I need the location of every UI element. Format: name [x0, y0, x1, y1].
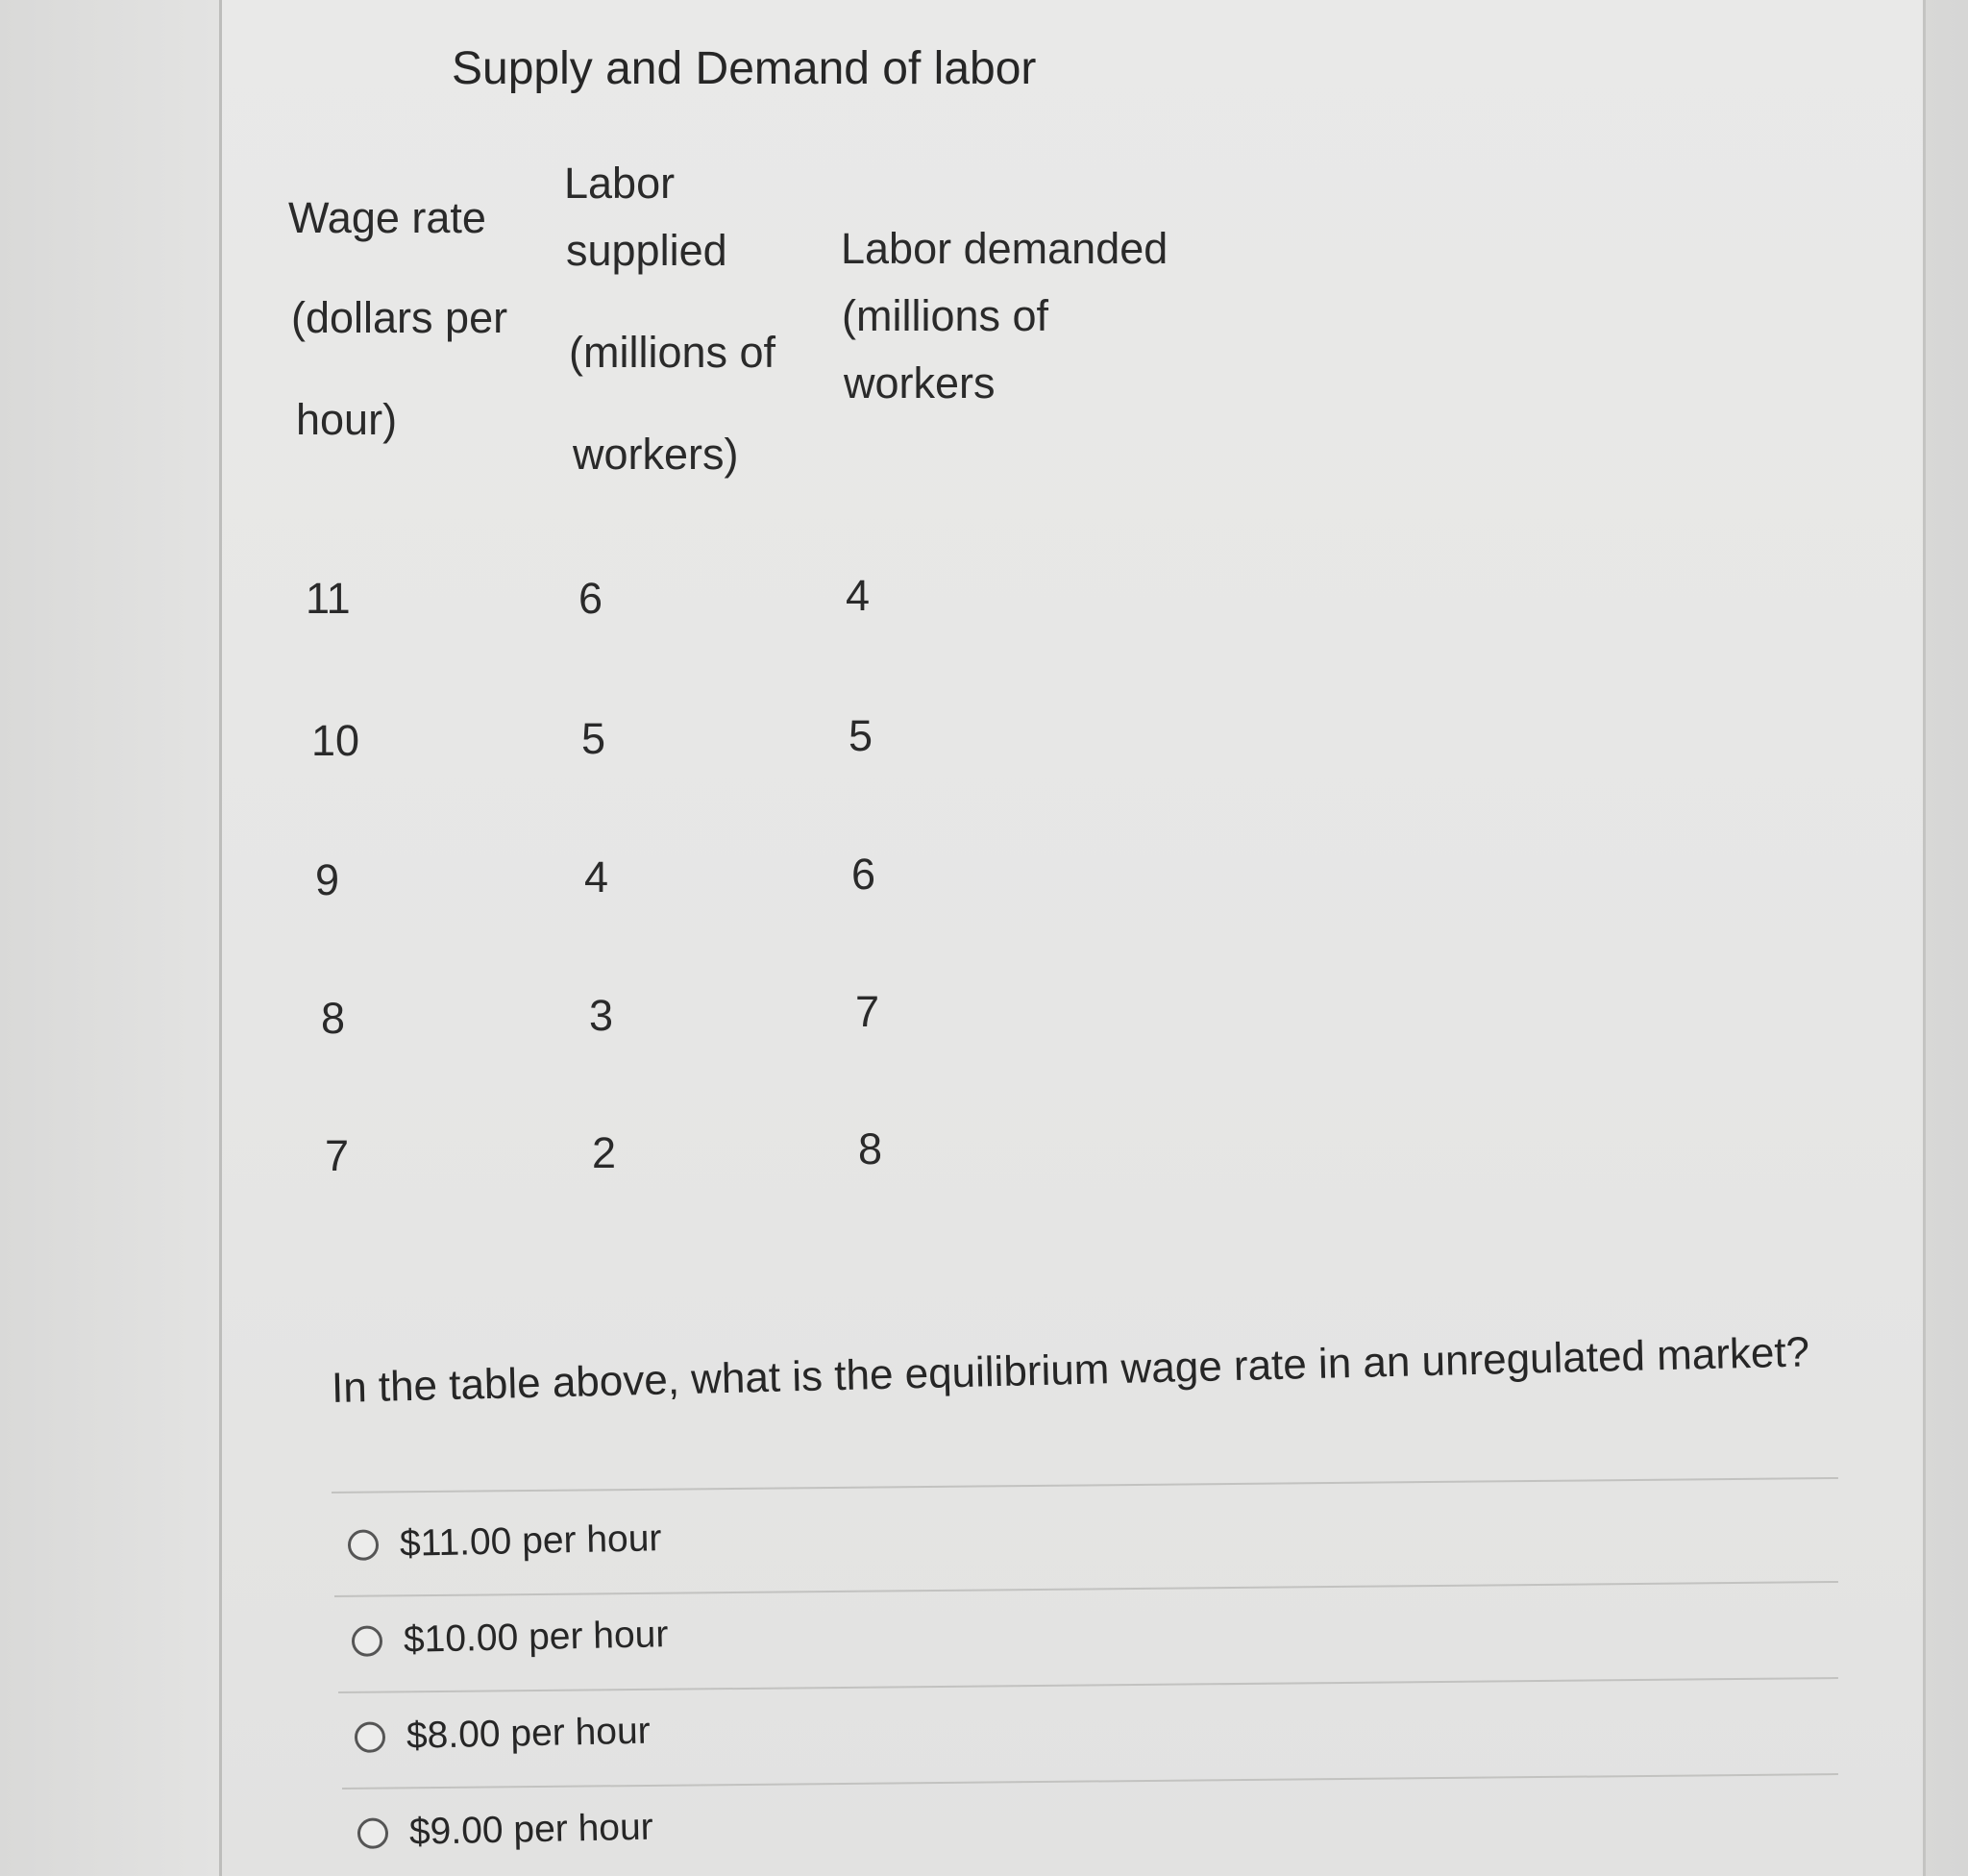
option-label: $9.00 per hour [408, 1806, 654, 1853]
header-supplied-line-2: supplied [566, 226, 727, 275]
option-label: $10.00 per hour [403, 1614, 669, 1661]
page-title: Supply and Demand of labor [452, 43, 1037, 94]
table-cell-demanded: 5 [849, 711, 873, 760]
option-8-dollars[interactable] [355, 1711, 652, 1759]
table-cell-wage: 9 [315, 855, 340, 904]
option-label: $11.00 per hour [399, 1518, 662, 1565]
table-cell-demanded: 7 [855, 987, 880, 1036]
question-text: In the table above, what is the equilibrium wage rate in an unregulated market? [331, 1328, 1810, 1412]
header-wage-line-3: hour) [296, 395, 398, 444]
table-cell-wage: 8 [321, 994, 346, 1043]
table-cell-supplied: 6 [578, 574, 603, 623]
radio-button[interactable] [355, 1721, 386, 1753]
radio-button[interactable] [348, 1529, 380, 1561]
radio-button[interactable] [357, 1817, 389, 1849]
header-wage-line-2: (dollars per [291, 293, 508, 342]
table-cell-wage: 7 [325, 1131, 350, 1180]
table-cell-supplied: 2 [592, 1128, 617, 1177]
option-label: $8.00 per hour [406, 1710, 652, 1757]
table-cell-supplied: 4 [584, 852, 609, 901]
option-10-dollars[interactable] [352, 1614, 669, 1663]
table-cell-wage: 11 [306, 574, 351, 623]
header-supplied-line-1: Labor [564, 159, 676, 208]
option-11-dollars[interactable] [348, 1518, 662, 1567]
header-supplied-line-4: workers) [573, 430, 739, 479]
table-cell-wage: 10 [311, 716, 360, 765]
option-9-dollars[interactable] [357, 1807, 654, 1855]
header-supplied-line-3: (millions of [569, 328, 776, 377]
header-demanded-line-2: (millions of [842, 291, 1049, 340]
table-cell-demanded: 8 [858, 1124, 883, 1173]
table-cell-supplied: 3 [589, 991, 614, 1040]
header-demanded-line-1: Labor demanded [841, 224, 1168, 273]
table-cell-supplied: 5 [581, 714, 606, 763]
header-wage-line-1: Wage rate [288, 193, 486, 242]
table-cell-demanded: 6 [851, 850, 876, 899]
header-demanded-line-3: workers [844, 358, 996, 407]
radio-button[interactable] [352, 1625, 383, 1657]
table-cell-demanded: 4 [846, 571, 871, 620]
